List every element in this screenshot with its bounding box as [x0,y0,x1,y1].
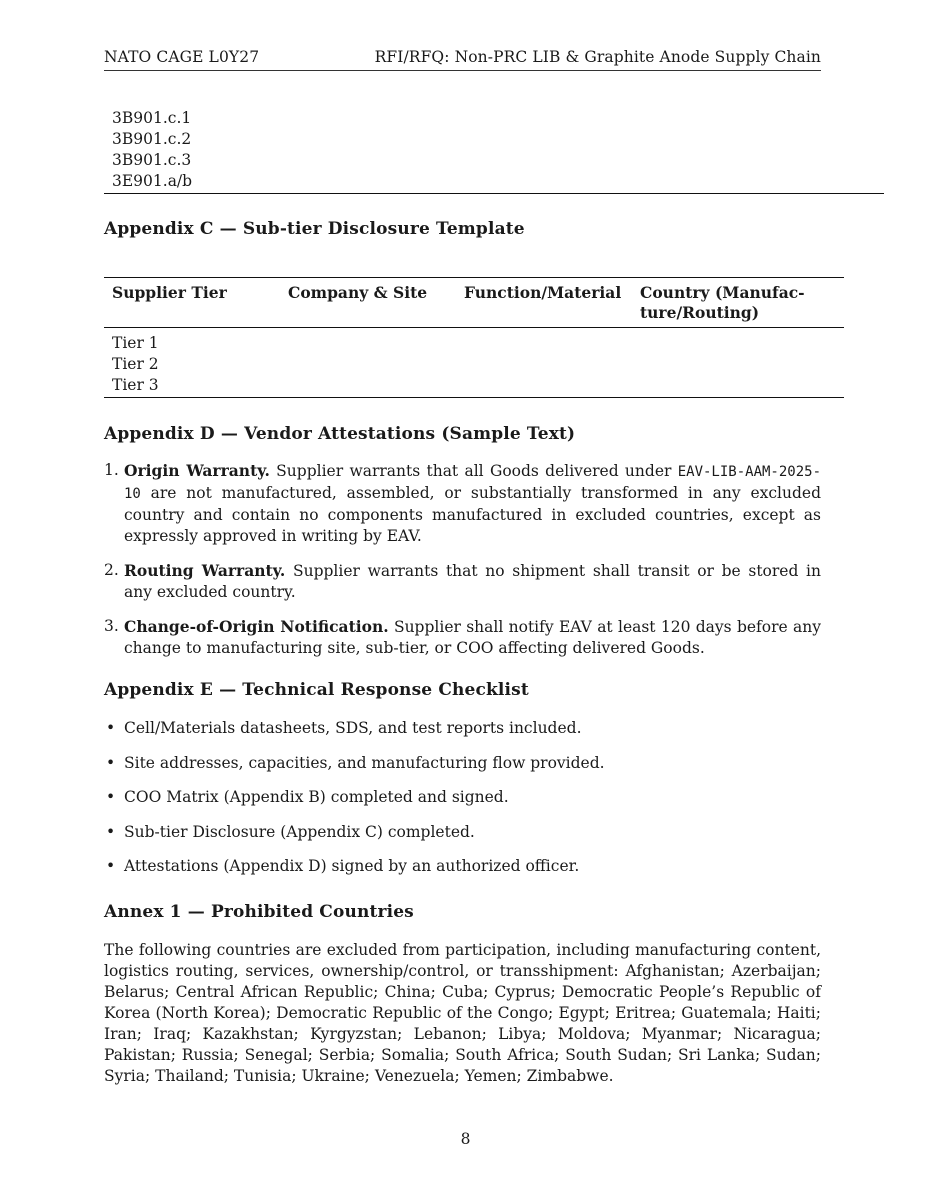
header-left-text: NATO CAGE L0Y27 [104,48,260,66]
table-row-tier: Tier 1 [112,334,159,352]
bullet-icon: • [106,719,116,737]
header-right-text: RFI/RFQ: Non-PRC LIB & Graphite Anode Supply Chain [374,48,821,66]
running-header [104,48,821,66]
item-text: are not manufactured, assembled, or substantially transformed in any excluded country and contain no components manufactured in excluded countries, except as expressly approved in writing by EAV. [124,484,821,545]
checklist [104,718,821,877]
appendix-c-heading: Appendix C — Sub-tier Disclosure Template [104,219,525,239]
page-number: 8 [460,1130,471,1148]
list-item [104,718,821,739]
checklist-text: Cell/Materials datasheets, SDS, and test reports included. [124,719,582,737]
table-top-rule [104,277,844,278]
column-header-company-site: Company & Site [288,283,428,302]
item-text: Supplier shall notify EAV at least 120 days before any change to manufacturing site, sub-tier, or COO affecting delivered Goods. [124,618,821,657]
control-code-list [112,108,192,192]
checklist-text: Attestations (Appendix D) signed by an authorized officer. [124,857,580,875]
list-item [104,616,821,659]
column-header-supplier-tier: Supplier Tier [112,283,227,302]
table-bottom-rule [104,397,844,398]
control-code: 3B901.c.2 [112,130,192,148]
country-header-part: (Manufac- [714,283,805,302]
attestation-list [104,460,821,659]
bullet-icon: • [106,857,116,875]
control-code: 3B901.c.3 [112,151,192,169]
checklist-text: COO Matrix (Appendix B) completed and signed. [124,788,509,806]
table-header-rule [104,327,844,328]
item-text: Supplier warrants that all Goods delivered under [269,462,678,480]
list-item [104,787,821,808]
control-code: 3E901.a/b [112,172,193,190]
prohibited-countries-paragraph: The following countries are excluded from participation, including manufacturing content, logistics routing, services, ownership/control, or transshipment: Afghanistan; Azerbaijan; Belarus; Central African Republic; China; Cuba; Cyprus; Democratic People’s Republic of Korea (North Korea); Democratic Republic of the Congo; Egypt; Eritrea; Guatemala; Haiti; Iran; Iraq; Kazakhstan; Kyrgyzstan; Lebanon; Libya; Moldova; Myanmar; Nicaragua; Pakistan; Russia; Senegal; Serbia; Somalia; South Africa; South Sudan; Sri Lanka; Sudan; Syria; Thailand; Tunisia; Ukraine; Venezuela; Yemen; Zimbabwe. [104,941,821,1085]
control-code: 3B901.c.1 [112,109,192,127]
bullet-icon: • [106,788,116,806]
list-item [104,856,821,877]
appendix-e-heading: Appendix E — Technical Response Checklist [104,680,529,700]
appendix-d-heading: Appendix D — Vendor Attestations (Sample Text) [104,424,576,444]
item-number: 2. [104,561,119,579]
item-lead: Change-of-Origin Notification. [124,617,389,636]
column-header-function-material: Function/Material [464,283,622,302]
item-text: Supplier warrants that no shipment shall transit or be stored in any excluded country. [124,562,821,601]
contract-code: EAV-LIB-AAM-2025-10 [124,464,822,502]
checklist-text: Sub-tier Disclosure (Appendix C) completed. [124,822,475,841]
item-lead: Routing Warranty. [124,561,286,580]
item-number: 1. [104,461,119,479]
bullet-icon: • [106,822,116,841]
item-lead: Origin Warranty. [124,461,270,480]
list-item [104,460,821,547]
sub-tier-disclosure-table [104,277,844,394]
tier-rows [112,333,159,396]
list-item [104,560,821,603]
table-row-tier: Tier 3 [112,376,159,394]
item-number: 3. [104,617,119,635]
list-item [104,753,821,774]
column-header-country [640,283,836,323]
country-header-part: ture/Routing) [640,303,760,322]
header-rule [104,70,821,71]
annex-1-heading: Annex 1 — Prohibited Countries [104,902,414,922]
table-bottom-rule [104,193,884,194]
checklist-text: Site addresses, capacities, and manufacturing flow provided. [124,753,605,772]
table-row-tier: Tier 2 [112,355,159,373]
country-header-word: Country [640,283,710,302]
bullet-icon: • [106,753,116,772]
list-item [104,822,821,843]
